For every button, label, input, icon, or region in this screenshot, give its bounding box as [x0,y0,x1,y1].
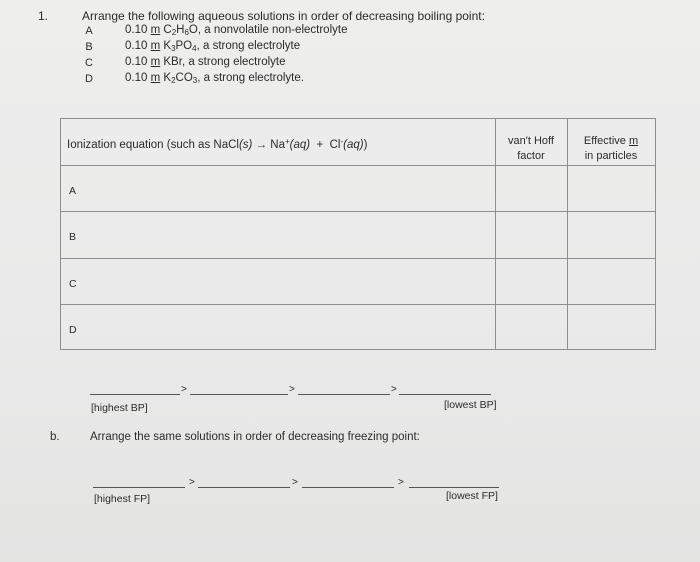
table-rule [61,211,655,212]
fp-gt-1: > [189,477,195,488]
fp-blank-4 [409,487,499,488]
fp-blank-1 [93,487,185,488]
bp-gt-3: > [391,384,397,395]
option-d-letter: D [85,73,93,85]
bp-blank-2 [190,394,288,395]
option-c-letter: C [85,57,93,69]
question-title: Arrange the following aqueous solutions in order of decreasing boiling point: [82,9,485,23]
bp-gt-1: > [181,384,187,395]
option-b-formula: $K_3PO_4$ [163,40,197,53]
option-b-conc: 0.10 [125,40,148,52]
option-c-conc: 0.10 [125,56,148,68]
table-rule [61,258,655,259]
row-d-label: D [69,324,77,336]
option-a-desc: , a nonvolatile non-electrolyte [197,24,348,36]
option-a-letter: A [85,25,93,37]
option-d-conc: 0.10 [125,72,148,84]
question-number: 1. [38,9,49,23]
row-a-label: A [69,185,77,197]
bp-blank-3 [298,394,390,395]
option-b-unit: m [150,40,161,52]
option-d-formula: $K_2CO_3$ [163,72,198,85]
fp-blank-3 [302,487,394,488]
option-c-unit: m [150,56,161,68]
fp-blank-2 [198,487,290,488]
option-c-desc: , a strong electrolyte [181,56,286,68]
bp-blank-1 [90,394,180,395]
option-c-formula: KBr [163,56,182,68]
ionization-header: Ionization equation (such as NaCl(s) → Na+(aq) + Cl-(aq)) [67,137,368,151]
highest-fp-label: [highest FP] [94,493,151,505]
row-b-label: B [69,231,77,243]
table-rule [61,304,655,305]
option-a-text [125,24,347,37]
table-rule [61,165,655,166]
fp-gt-3: > [398,477,404,488]
option-d-text [125,72,304,85]
bp-blank-4 [399,394,491,395]
lowest-bp-label: [lowest BP] [444,399,497,411]
highest-bp-label: [highest BP] [91,402,148,414]
option-b-letter: B [85,41,93,53]
option-a-conc: 0.10 [125,24,148,36]
option-b-text [125,40,300,53]
option-d-desc: , a strong electrolyte. [197,72,304,84]
vant-hoff-header: van't Hoff factor [508,135,554,162]
bp-gt-2: > [289,384,295,395]
part-b-number: b. [50,431,60,443]
option-b-desc: , a strong electrolyte [196,40,301,52]
lowest-fp-label: [lowest FP] [446,490,498,502]
effective-m-header: Effective m in particles [583,135,639,162]
part-b-title: Arrange the same solutions in order of decreasing freezing point: [90,431,420,443]
option-c-text [125,56,286,68]
option-a-unit: m [150,24,161,36]
option-d-unit: m [150,72,161,84]
row-c-label: C [69,278,77,290]
fp-gt-2: > [292,477,298,488]
option-a-formula: $C_2H_6O$ [163,24,198,37]
ionization-table [60,118,656,350]
